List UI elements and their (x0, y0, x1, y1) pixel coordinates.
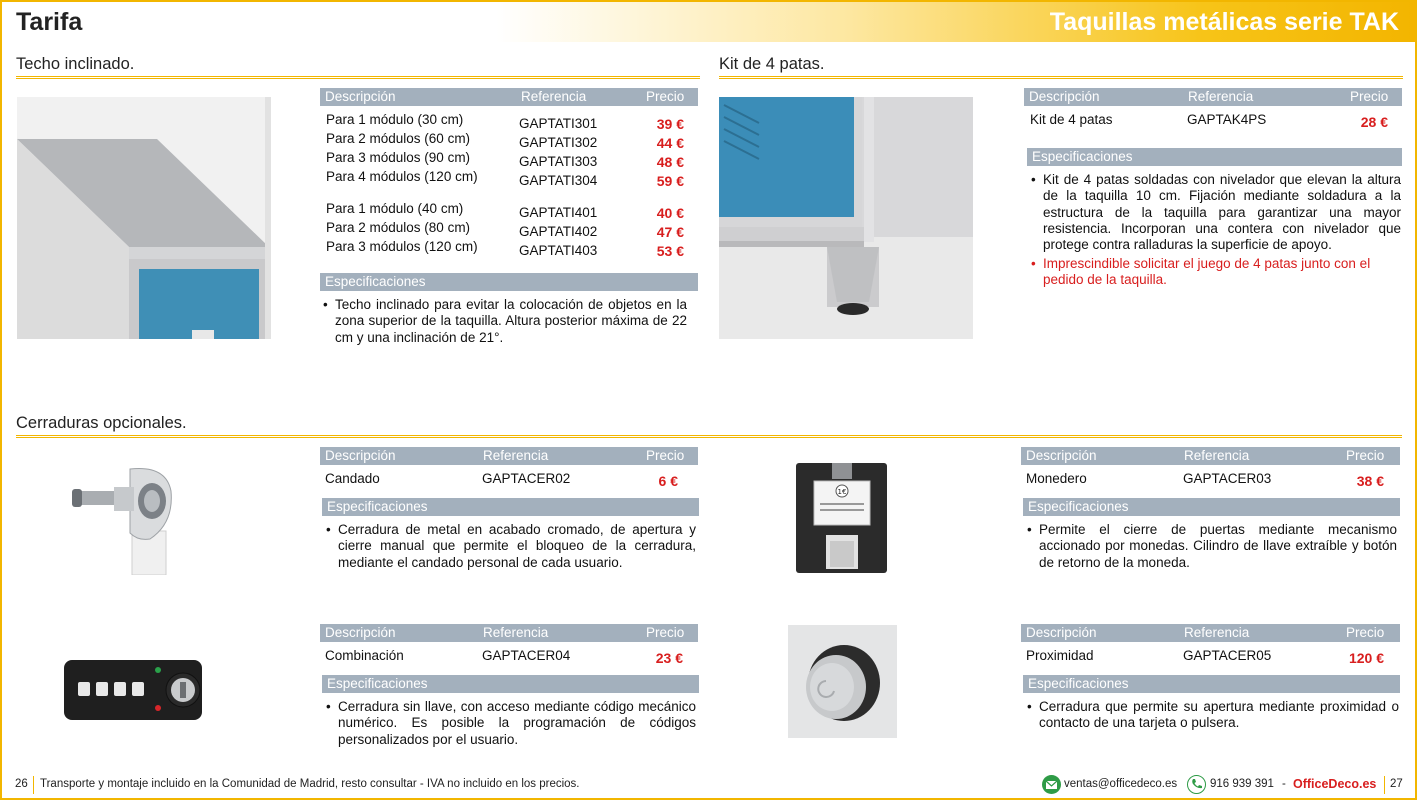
proximidad-row-desc: Proximidad (1026, 648, 1094, 663)
section-title-kit: Kit de 4 patas. (719, 55, 825, 73)
techo-row-price: 48 € (656, 154, 684, 170)
header-description: Descripción (1026, 625, 1097, 640)
photo-proximidad (788, 625, 897, 738)
techo-row-ref: GAPTATI401 (519, 205, 598, 220)
techo-row-desc: Para 2 módulos (60 cm) (326, 131, 471, 146)
proximidad-spec-header: Especificaciones (1023, 675, 1400, 693)
header-right-title: Taquillas metálicas serie TAK (1049, 8, 1399, 36)
techo-row-ref: GAPTATI402 (519, 224, 598, 239)
techo-row-desc: Para 2 módulos (80 cm) (326, 220, 471, 235)
header-reference: Referencia (1184, 625, 1250, 640)
header-left-title: Tarifa (16, 8, 83, 36)
proximidad-spec-text: • Cerradura que permite su apertura mediante proximidad o contacto de una tarjeta o pulsera. (1025, 699, 1399, 732)
combinacion-spec-header: Especificaciones (322, 675, 699, 693)
combinacion-row-ref: GAPTACER04 (482, 648, 571, 663)
candado-row-ref: GAPTACER02 (482, 471, 571, 486)
kit-table-header (1024, 88, 1402, 106)
monedero-row-ref: GAPTACER03 (1183, 471, 1272, 486)
kit-spec-header: Especificaciones (1027, 148, 1402, 166)
header-price: Precio (1350, 89, 1389, 104)
photo-combinacion (58, 652, 208, 730)
header-reference: Referencia (1184, 448, 1250, 463)
footer-separator (1384, 776, 1385, 794)
monedero-table-header (1021, 447, 1400, 465)
email-icon (1042, 775, 1061, 794)
techo-spec-text: • Techo inclinado para evitar la colocación de objetos en la zona superior de la taquilla. Altura posterior máxima de 22 cm y una inclinación de 21°. (321, 297, 687, 346)
page-number-right: 27 (1390, 778, 1403, 790)
monedero-row-desc: Monedero (1026, 471, 1087, 486)
header-price: Precio (646, 89, 685, 104)
photo-monedero (794, 461, 889, 575)
phone-icon (1187, 775, 1206, 794)
combinacion-row-desc: Combinación (325, 648, 404, 663)
techo-row-ref: GAPTATI303 (519, 154, 598, 169)
header-reference: Referencia (521, 89, 587, 104)
section-rule-kit (719, 76, 1403, 79)
header-description: Descripción (325, 89, 396, 104)
section-rule-techo (16, 76, 700, 79)
header-description: Descripción (325, 625, 396, 640)
techo-row-desc: Para 1 módulo (30 cm) (326, 112, 464, 127)
kit-row-ref: GAPTAK4PS (1187, 112, 1267, 127)
section-title-techo: Techo inclinado. (16, 55, 135, 73)
page-number-left: 26 (15, 778, 28, 790)
techo-row-desc: Para 1 módulo (40 cm) (326, 201, 464, 216)
footer-brand-link[interactable]: OfficeDeco.es (1293, 777, 1377, 791)
techo-spec-header: Especificaciones (320, 273, 698, 291)
techo-row-ref: GAPTATI301 (519, 116, 598, 131)
techo-row-price: 53 € (656, 243, 684, 259)
techo-table-header (320, 88, 698, 106)
monedero-spec-header: Especificaciones (1023, 498, 1400, 516)
techo-row-ref: GAPTATI304 (519, 173, 598, 188)
candado-spec-text: • Cerradura de metal en acabado cromado, de apertura y cierre manual que permite el bloqueo de la cerradura, mediante el candado personal de cada usuario. (324, 522, 696, 571)
techo-row-price: 47 € (656, 224, 684, 240)
proximidad-row-price: 120 € (1348, 650, 1384, 666)
coin-token-label: 1€ (837, 488, 847, 496)
combinacion-table-header (320, 624, 698, 642)
header-bar (2, 2, 1415, 42)
kit-row-price: 28 € (1360, 114, 1388, 130)
techo-row-desc: Para 4 módulos (120 cm) (326, 169, 478, 184)
combinacion-spec-text: • Cerradura sin llave, con acceso mediante código mecánico numérico. Es posible la programación de códigos personalizados por el usuario. (324, 699, 696, 748)
techo-row-price: 40 € (656, 205, 684, 221)
footer-email-link[interactable]: ventas@officedeco.es (1064, 778, 1178, 790)
kit-spec-note: • Imprescindible solicitar el juego de 4 patas junto con el pedido de la taquilla. (1029, 256, 1401, 289)
kit-row-desc: Kit de 4 patas (1030, 112, 1113, 127)
header-price: Precio (1346, 625, 1385, 640)
photo-candado (68, 461, 182, 575)
combinacion-row-price: 23 € (655, 650, 683, 666)
techo-row-price: 39 € (656, 116, 684, 132)
kit-spec-text: • Kit de 4 patas soldadas con nivelador que elevan la altura de la taquilla 10 cm. Fijación mediante soldadura a la estructura de la taquilla para garantizar una mayor resistencia. Incorporan una contera con nivelador que protege contra ralladuras la superficie de apoyo. (1029, 172, 1401, 253)
proximidad-table-header (1021, 624, 1400, 642)
header-description: Descripción (1026, 448, 1097, 463)
header-price: Precio (646, 448, 685, 463)
techo-row-desc: Para 3 módulos (90 cm) (326, 150, 471, 165)
techo-row-desc: Para 3 módulos (120 cm) (326, 239, 478, 254)
photo-kit-patas (719, 97, 973, 339)
techo-row-ref: GAPTATI302 (519, 135, 598, 150)
photo-techo-inclinado (17, 97, 271, 339)
header-reference: Referencia (483, 625, 549, 640)
header-description: Descripción (1029, 89, 1100, 104)
candado-spec-header: Especificaciones (322, 498, 699, 516)
footer-phone[interactable]: 916 939 391 (1210, 778, 1274, 790)
techo-row-ref: GAPTATI403 (519, 243, 598, 258)
techo-row-price: 44 € (656, 135, 684, 151)
section-title-cerraduras: Cerraduras opcionales. (16, 414, 187, 432)
header-description: Descripción (325, 448, 396, 463)
footer-note: Transporte y montaje incluido en la Comunidad de Madrid, resto consultar - IVA no incluido en los precios. (40, 778, 580, 790)
header-price: Precio (1346, 448, 1385, 463)
candado-table-header (320, 447, 698, 465)
proximidad-row-ref: GAPTACER05 (1183, 648, 1272, 663)
techo-row-price: 59 € (656, 173, 684, 189)
header-reference: Referencia (1188, 89, 1254, 104)
section-rule-cerraduras (16, 435, 1402, 438)
monedero-row-price: 38 € (1356, 473, 1384, 489)
candado-row-price: 6 € (658, 473, 678, 489)
monedero-spec-text: • Permite el cierre de puertas mediante mecanismo accionado por monedas. Cilindro de llave extraíble y botón de retorno de la moneda. (1025, 522, 1397, 571)
header-reference: Referencia (483, 448, 549, 463)
footer-separator (33, 776, 34, 794)
footer-dash: - (1282, 778, 1286, 790)
header-price: Precio (646, 625, 685, 640)
candado-row-desc: Candado (325, 471, 380, 486)
